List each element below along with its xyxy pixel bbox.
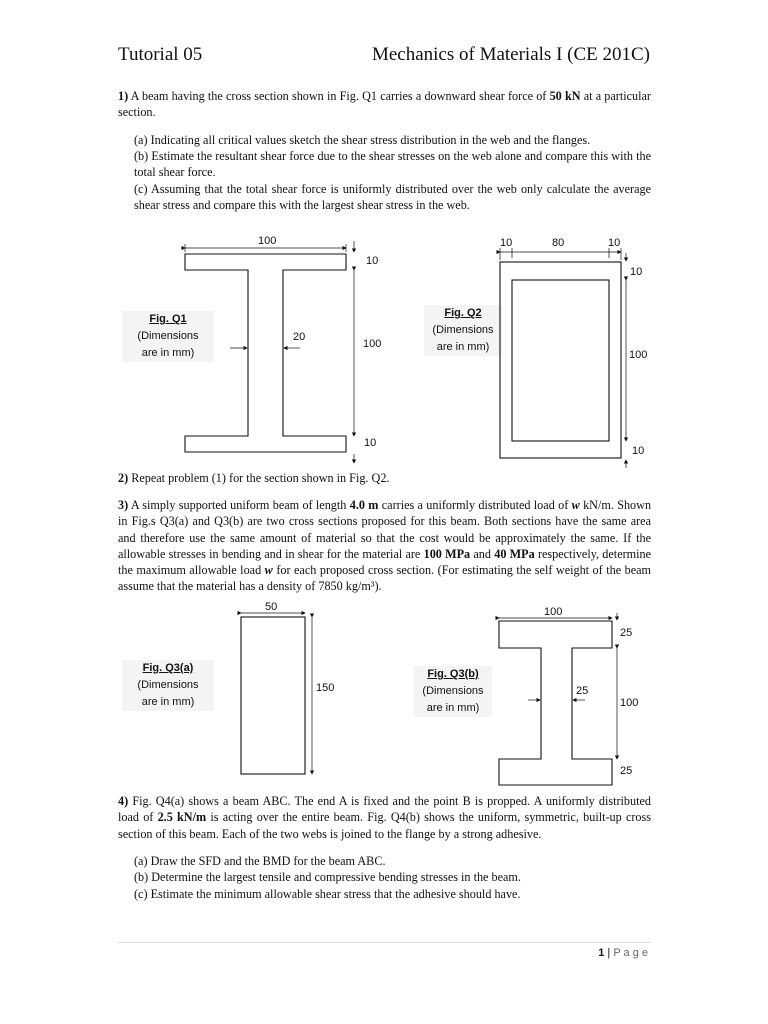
fig-q2-section <box>500 262 621 458</box>
q3-text-1: A simply supported uniform beam of length <box>130 498 347 512</box>
fig-q3b-dimensions <box>499 613 617 759</box>
fig-q1-dim-web: 20 <box>293 331 306 343</box>
fig-q1-dimensions <box>185 241 354 463</box>
fig-q2-dim-mid: 80 <box>552 237 565 249</box>
q4-sub-c: (c) Estimate the minimum allowable shear stress that the adhesive should have. <box>134 887 521 901</box>
q3-text-4: and <box>473 546 491 561</box>
q3-length: 4.0 m <box>349 498 379 512</box>
fig-q3b-dim-width: 100 <box>544 606 563 618</box>
q3-text-6: for each proposed cross section. (For estimating the self weight of the beam assume that the material has a density of 7850 kg/m³). <box>118 563 651 594</box>
fig-q3b-dim-top: 25 <box>620 627 633 639</box>
fig-q1-note2: are in mm) <box>141 347 195 359</box>
fig-q3b-note2: are in mm) <box>426 702 480 714</box>
page-label: P a g e <box>613 947 648 959</box>
q1-number: 1) <box>118 89 129 103</box>
q3-number: 3) <box>118 498 129 512</box>
fig-q3b-label: Fig. Q3(b) <box>427 668 479 680</box>
page-footer <box>598 947 648 959</box>
q1-text-a: A beam having the cross section shown in Fig. Q1 carries a downward shear force of <box>130 89 547 103</box>
page-separator: | <box>607 947 611 959</box>
fig-q3a-section <box>241 617 305 774</box>
fig-q2-outer <box>500 262 621 458</box>
q3-load: w <box>571 498 580 512</box>
q4-text-2: is acting over the entire beam. Fig. Q4(b) shows the uniform, symmetric, built-up cross section of this beam. Each of the two webs is joined to the flange by a strong adhesive. <box>118 810 652 841</box>
fig-q3b-section <box>499 621 612 785</box>
fig-q3b-dim-height: 100 <box>620 697 639 709</box>
fig-q3a-dim-height: 150 <box>316 682 335 694</box>
q1-sub-a: (a) Indicating all critical values sketch the shear stress distribution in the web and the flanges. <box>134 133 591 147</box>
fig-q1-dim-width: 100 <box>258 235 277 247</box>
fig-q2-dim-top: 10 <box>630 266 643 278</box>
q4-text-1: Fig. Q4(a) shows a beam ABC. The end A is fixed and the point B is propped. A uniformly distributed load of <box>118 794 652 825</box>
q2-number: 2) <box>118 471 129 485</box>
q1-sub-c: (c) Assuming that the total shear force is uniformly distributed over the web only calculate the average shear stress and compare this with the largest shear stress in the web. <box>134 182 651 213</box>
fig-q1-outline <box>185 254 346 452</box>
fig-q2-dim-right: 10 <box>608 237 621 249</box>
fig-q3b-dim-bot: 25 <box>620 765 633 777</box>
fig-q3b-dim-web: 25 <box>576 685 589 697</box>
fig-q2-dim-bot: 10 <box>632 445 645 457</box>
q4-sub-a: (a) Draw the SFD and the BMD for the beam ABC. <box>134 854 386 868</box>
header-left: Tutorial 05 <box>118 44 203 65</box>
fig-q2-note2: are in mm) <box>436 341 490 353</box>
q3-text-5: respectively, determine the maximum allowable load <box>118 546 652 578</box>
q1-force: 50 kN <box>549 89 581 103</box>
page-number: 1 <box>598 947 605 959</box>
fig-q2-label: Fig. Q2 <box>444 307 482 319</box>
q4-sub-b: (b) Determine the largest tensile and compressive bending stresses in the beam. <box>134 870 521 884</box>
fig-q1-dim-flange-top: 10 <box>366 255 379 267</box>
fig-q2-dimensions <box>500 248 626 468</box>
fig-q1-label: Fig. Q1 <box>149 313 187 325</box>
fig-q2-dim-left: 10 <box>500 237 513 249</box>
fig-q3a-dimensions <box>241 613 312 774</box>
q3-stress-1: 100 MPa <box>423 546 471 561</box>
fig-q1-dim-height: 100 <box>363 338 382 350</box>
q3-load-2: w <box>264 563 273 578</box>
footer-rule <box>118 942 651 943</box>
fig-q3a-dim-width: 50 <box>265 601 278 613</box>
header-right: Mechanics of Materials I (CE 201C) <box>371 44 650 65</box>
q3-text-3: kN/m. Shown in Fig.s Q3(a) and Q3(b) are two cross sections proposed for this beam. Both sections have the same area and therefore use the same amount of material so that the cost would be approximately the same. If the allowable stresses in bending and in shear for the material are <box>118 498 652 561</box>
fig-q3a-note2: are in mm) <box>141 696 195 708</box>
q3-text-2: carries a uniformly distributed load of <box>381 498 569 512</box>
q4-number: 4) <box>118 794 129 808</box>
q4-load: 2.5 kN/m <box>157 810 207 825</box>
fig-q1-dim-flange-bot: 10 <box>364 437 377 449</box>
fig-q1-note1: (Dimensions <box>137 330 199 342</box>
q2-text: Repeat problem (1) for the section shown in Fig. Q2. <box>131 471 390 485</box>
fig-q2-inner <box>512 280 609 441</box>
q1-sub-b: (b) Estimate the resultant shear force due to the shear stresses on the web alone and compare this with the total shear force. <box>134 149 651 180</box>
fig-q2-dim-height: 100 <box>629 349 648 361</box>
fig-q2-note1: (Dimensions <box>432 324 494 336</box>
q1-text-b: at a particular section. <box>118 89 651 120</box>
fig-q3a-note1: (Dimensions <box>137 679 199 691</box>
fig-q1-section <box>185 254 346 452</box>
fig-q3a-label: Fig. Q3(a) <box>142 662 194 674</box>
fig-q3b-note1: (Dimensions <box>422 685 484 697</box>
q3-stress-2: 40 MPa <box>494 546 535 561</box>
